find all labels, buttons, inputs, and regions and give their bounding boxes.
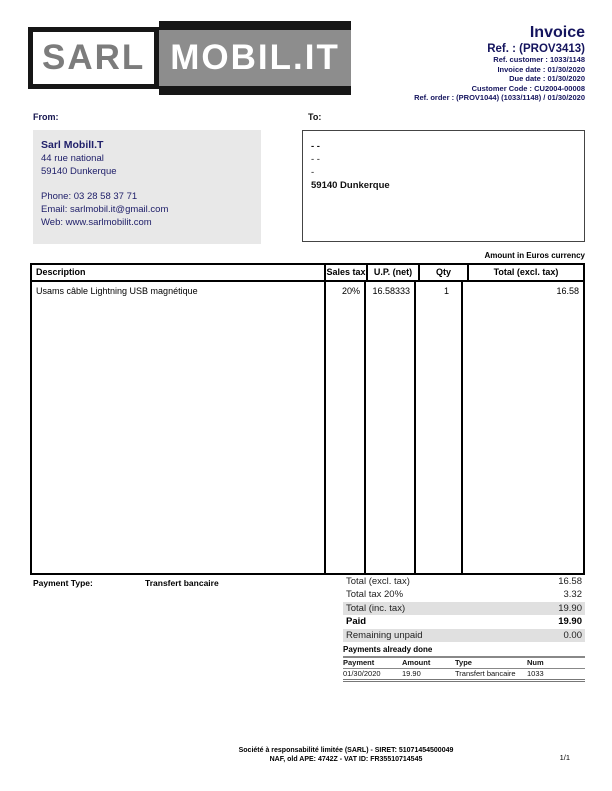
to-box xyxy=(302,130,585,242)
sender-address-line1: 44 rue national xyxy=(41,153,104,164)
recipient-line: - - xyxy=(311,141,320,152)
payments-done-row xyxy=(343,669,585,679)
to-label: To: xyxy=(308,112,322,122)
recipient-line: - - xyxy=(311,154,320,165)
total-inc-tax-label: Total (inc. tax) xyxy=(346,602,406,614)
sender-address-line2: 59140 Dunkerque xyxy=(41,166,117,177)
due-date: Due date : 01/30/2020 xyxy=(509,74,585,83)
payment-amount: 19.90 xyxy=(402,669,421,678)
payment-type-label: Payment Type: xyxy=(33,578,93,588)
payment-type-value: Transfert bancaire xyxy=(145,578,219,588)
spacer xyxy=(41,178,261,190)
payments-header-payment: Payment xyxy=(343,658,375,667)
header-unit-price: U.P. (net) xyxy=(366,265,418,280)
customer-code: Customer Code : CU2004-00008 xyxy=(471,83,585,93)
total-tax-row xyxy=(343,588,585,601)
currency-note: Amount in Euros currency xyxy=(484,251,585,260)
header-sales-tax: Sales tax xyxy=(324,265,366,280)
sender-web: Web: www.sarlmobilit.com xyxy=(41,217,152,228)
ref-customer: Ref. customer : 1033/1148 xyxy=(493,55,585,64)
payment-date: 01/30/2020 xyxy=(343,669,381,678)
invoice-header xyxy=(414,24,585,103)
payments-done-table xyxy=(343,656,585,682)
item-unit-price: 16.58333 xyxy=(364,282,414,573)
item-total: 16.58 xyxy=(461,282,583,573)
recipient-line: - xyxy=(311,167,315,178)
total-inc-tax-value: 19.90 xyxy=(558,602,582,614)
sender-email: Email: sarlmobil.it@gmail.com xyxy=(41,204,169,215)
remaining-unpaid-label: Remaining unpaid xyxy=(346,629,423,641)
payments-done-header xyxy=(343,656,585,669)
item-sales-tax: 20% xyxy=(324,282,364,573)
logo-mobilit-segment: MOBIL.IT xyxy=(159,21,351,95)
from-label: From: xyxy=(33,112,59,122)
company-logo xyxy=(28,21,351,95)
item-description: Usams câble Lightning USB magnétique xyxy=(36,286,198,296)
payments-header-amount: Amount xyxy=(402,658,431,667)
total-excl-tax-label: Total (excl. tax) xyxy=(346,576,410,587)
footer-legal-line2: NAF, old APE: 4742Z - VAT ID: FR35510714545 xyxy=(269,755,423,763)
total-excl-tax-value: 16.58 xyxy=(558,576,582,587)
remaining-unpaid-value: 0.00 xyxy=(563,629,582,641)
from-box xyxy=(33,130,261,244)
total-tax-label: Total tax 20% xyxy=(346,589,404,601)
invoice-date: Invoice date : 01/30/2020 xyxy=(497,64,585,74)
total-tax-value: 3.32 xyxy=(563,589,582,601)
total-excl-tax-row xyxy=(343,575,585,588)
total-inc-tax-row xyxy=(343,602,585,615)
payments-done-title: Payments already done xyxy=(343,645,433,654)
ref-order: Ref. order : (PROV1044) (1033/1148) / 01/30/2020 xyxy=(414,93,585,102)
header-qty: Qty xyxy=(418,265,467,280)
payments-header-type: Type xyxy=(455,658,472,667)
paid-row xyxy=(343,615,585,628)
header-total: Total (excl. tax) xyxy=(467,265,583,280)
sender-name: Sarl MobilI.T xyxy=(41,139,104,151)
paid-value: 19.90 xyxy=(558,616,582,628)
sender-phone: Phone: 03 28 58 37 71 xyxy=(41,191,138,202)
items-table-header xyxy=(32,265,583,282)
payments-header-num: Num xyxy=(527,658,544,667)
footer-legal xyxy=(80,747,612,764)
paid-label: Paid xyxy=(346,616,367,628)
items-table-body xyxy=(32,282,583,573)
footer-legal-line1: Société à responsabilité limitée (SARL) - SIRET: 51071454500049 xyxy=(238,747,454,754)
invoice-ref: Ref. : (PROV3413) xyxy=(487,43,585,55)
recipient-city: 59140 Dunkerque xyxy=(311,180,390,191)
header-description: Description xyxy=(36,267,86,277)
invoice-title: Invoice xyxy=(529,24,585,41)
items-table xyxy=(30,263,585,575)
totals-block xyxy=(343,575,585,642)
item-qty: 1 xyxy=(414,282,461,573)
payment-num: 1033 xyxy=(527,669,544,678)
payment-type: Transfert bancaire xyxy=(455,669,516,678)
page-number: 1/1 xyxy=(559,753,570,762)
remaining-unpaid-row xyxy=(343,629,585,642)
logo-sarl-segment: SARL xyxy=(28,27,159,89)
